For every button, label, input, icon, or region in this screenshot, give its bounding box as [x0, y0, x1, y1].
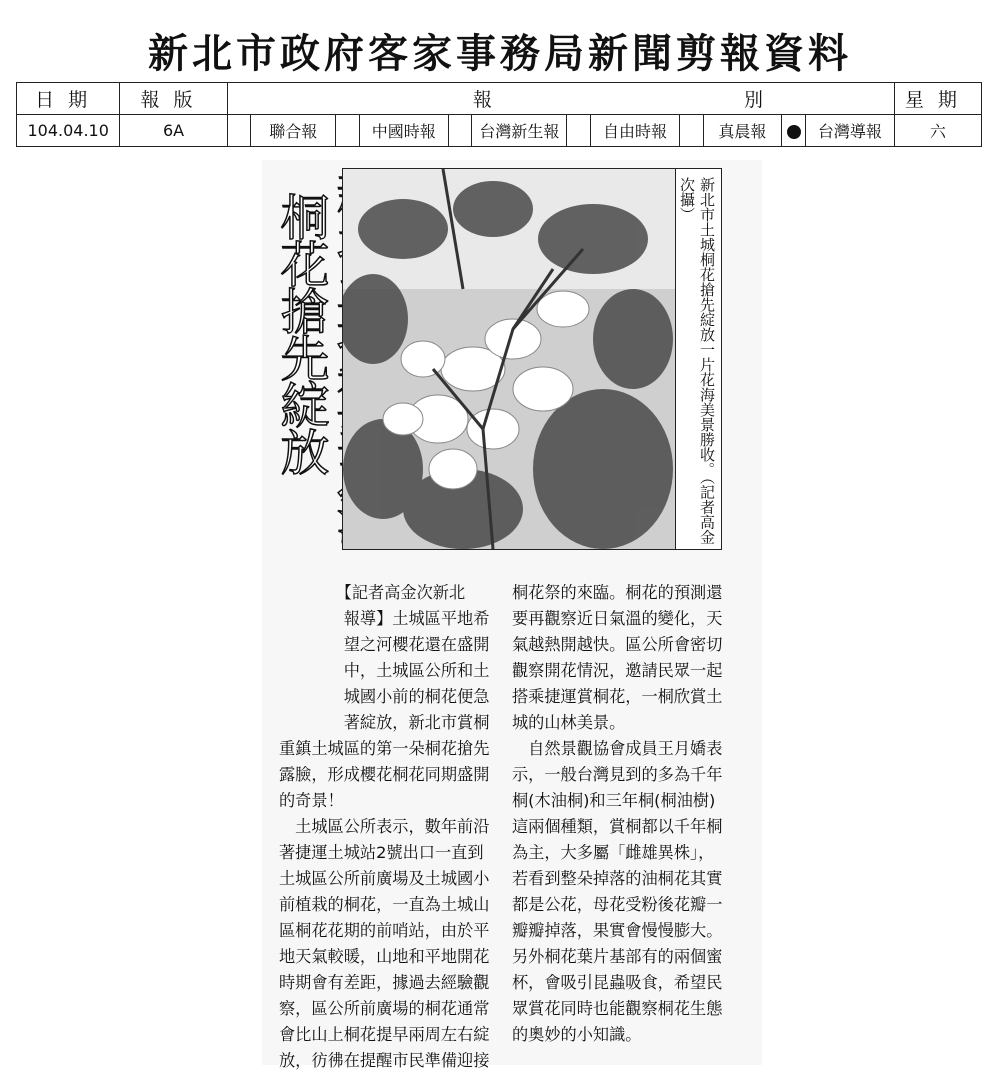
- article-line: 前植栽的桐花，一直為土城山: [279, 895, 490, 914]
- article-line: 報導】土城區平地希: [279, 609, 490, 628]
- article-line: 搭乘捷運賞桐花，一桐欣賞土: [512, 687, 723, 706]
- article-line: 中，土城區公所和土: [279, 661, 490, 680]
- tung-flower-photo: [343, 169, 676, 549]
- clipping-title: 新北市政府客家事務局新聞剪報資料: [148, 31, 852, 77]
- article-line: 氣越熱開越快。區公所會密切: [512, 635, 723, 654]
- article-line: 為主，大多屬「雌雄異株」，: [512, 843, 715, 862]
- edition-header: 報版: [120, 83, 227, 115]
- article-line: 城的山林美景。: [512, 713, 626, 732]
- article-line: 著捷運土城站2號出口一直到: [279, 843, 484, 862]
- paper-check-3: [448, 115, 472, 147]
- article-line: 這兩個種類，賞桐都以千年桐: [512, 817, 723, 836]
- paper-check-6: [782, 115, 806, 147]
- article-line: 露臉，形成櫻花桐花同期盛開: [279, 765, 490, 784]
- article-line: 的奇景！: [279, 791, 344, 810]
- paper-name-5: 真晨報: [703, 115, 782, 147]
- weekday-value: 六: [894, 115, 981, 147]
- article-line: 自然景觀協會成員王月嬌表: [512, 739, 723, 758]
- article-body-right: [512, 580, 722, 1048]
- paper-header-char-1: 報: [472, 89, 492, 111]
- article-line: 桐花祭的來臨。桐花的預測還: [512, 583, 723, 602]
- article-line: 會比山上桐花提早兩周左右綻: [279, 1025, 490, 1044]
- date-header: 日期: [17, 83, 120, 115]
- paper-check-1: [227, 115, 251, 147]
- selected-dot-icon: [787, 125, 801, 139]
- article-line: 示，一般台灣見到的多為千年: [512, 765, 723, 784]
- photo-caption: 新北市土城桐花搶先綻放一片花海美景勝收。（記者高金次攝）: [678, 177, 716, 545]
- article-line: 重鎮土城區的第一朵桐花搶先: [279, 739, 490, 758]
- article-line: 瓣瓣掉落，果實會慢慢膨大。: [512, 921, 723, 940]
- article-line: 土城區公所前廣場及土城國小: [279, 869, 490, 888]
- flower-image: [343, 169, 675, 549]
- article-line: 桐(木油桐)和三年桐(桐油樹): [512, 791, 716, 810]
- article-line: 另外桐花葉片基部有的兩個蜜: [512, 947, 723, 966]
- paper-name-4: 自由時報: [591, 115, 680, 147]
- paper-name-1: 聯合報: [251, 115, 336, 147]
- article-line: 望之河櫻花還在盛開: [279, 635, 490, 654]
- weekday-header: 星期: [894, 83, 981, 115]
- paper-name-6: 台灣導報: [805, 115, 894, 147]
- article-line: 觀察開花情況，邀請民眾一起: [512, 661, 723, 680]
- article-line: 眾賞花同時也能觀察桐花生態: [512, 999, 723, 1018]
- article-line: 若看到整朵掉落的油桐花其實: [512, 869, 723, 888]
- edition-value: 6A: [120, 115, 227, 147]
- article-line: 城國小前的桐花便急: [279, 687, 490, 706]
- headline-line-2: 桐花搶先綻放: [273, 192, 330, 474]
- paper-header: [227, 83, 894, 115]
- article-line: 要再觀察近日氣溫的變化，天: [512, 609, 723, 628]
- article-line: 區桐花花期的前哨站，由於平: [279, 921, 490, 940]
- article-line: 杯，會吸引昆蟲吸食，希望民: [512, 973, 723, 992]
- article-line: 地天氣較暖，山地和平地開花: [279, 947, 490, 966]
- article-line: 著綻放，新北市賞桐: [279, 713, 490, 732]
- article-line: 的奧妙的小知識。: [512, 1025, 642, 1044]
- article-line: 都是公花，母花受粉後花瓣一: [512, 895, 723, 914]
- photo-frame: [342, 168, 722, 550]
- paper-header-char-2: 別: [743, 89, 763, 111]
- article-line: 察，區公所前廣場的桐花通常: [279, 999, 490, 1018]
- clipping-info-table: [16, 82, 982, 147]
- paper-check-4: [567, 115, 591, 147]
- article-line: 【記者高金次新北: [279, 583, 466, 602]
- paper-name-3: 台灣新生報: [472, 115, 567, 147]
- date-value: 104.04.10: [17, 115, 120, 147]
- article-line: 時期會有差距，據過去經驗觀: [279, 973, 490, 992]
- paper-name-2: 中國時報: [359, 115, 448, 147]
- article-body-left: [279, 580, 489, 1074]
- paper-check-2: [336, 115, 360, 147]
- paper-check-5: [680, 115, 704, 147]
- article-line: 放，彷彿在提醒市民準備迎接: [279, 1051, 490, 1070]
- article-line: 土城區公所表示，數年前沿: [279, 817, 490, 836]
